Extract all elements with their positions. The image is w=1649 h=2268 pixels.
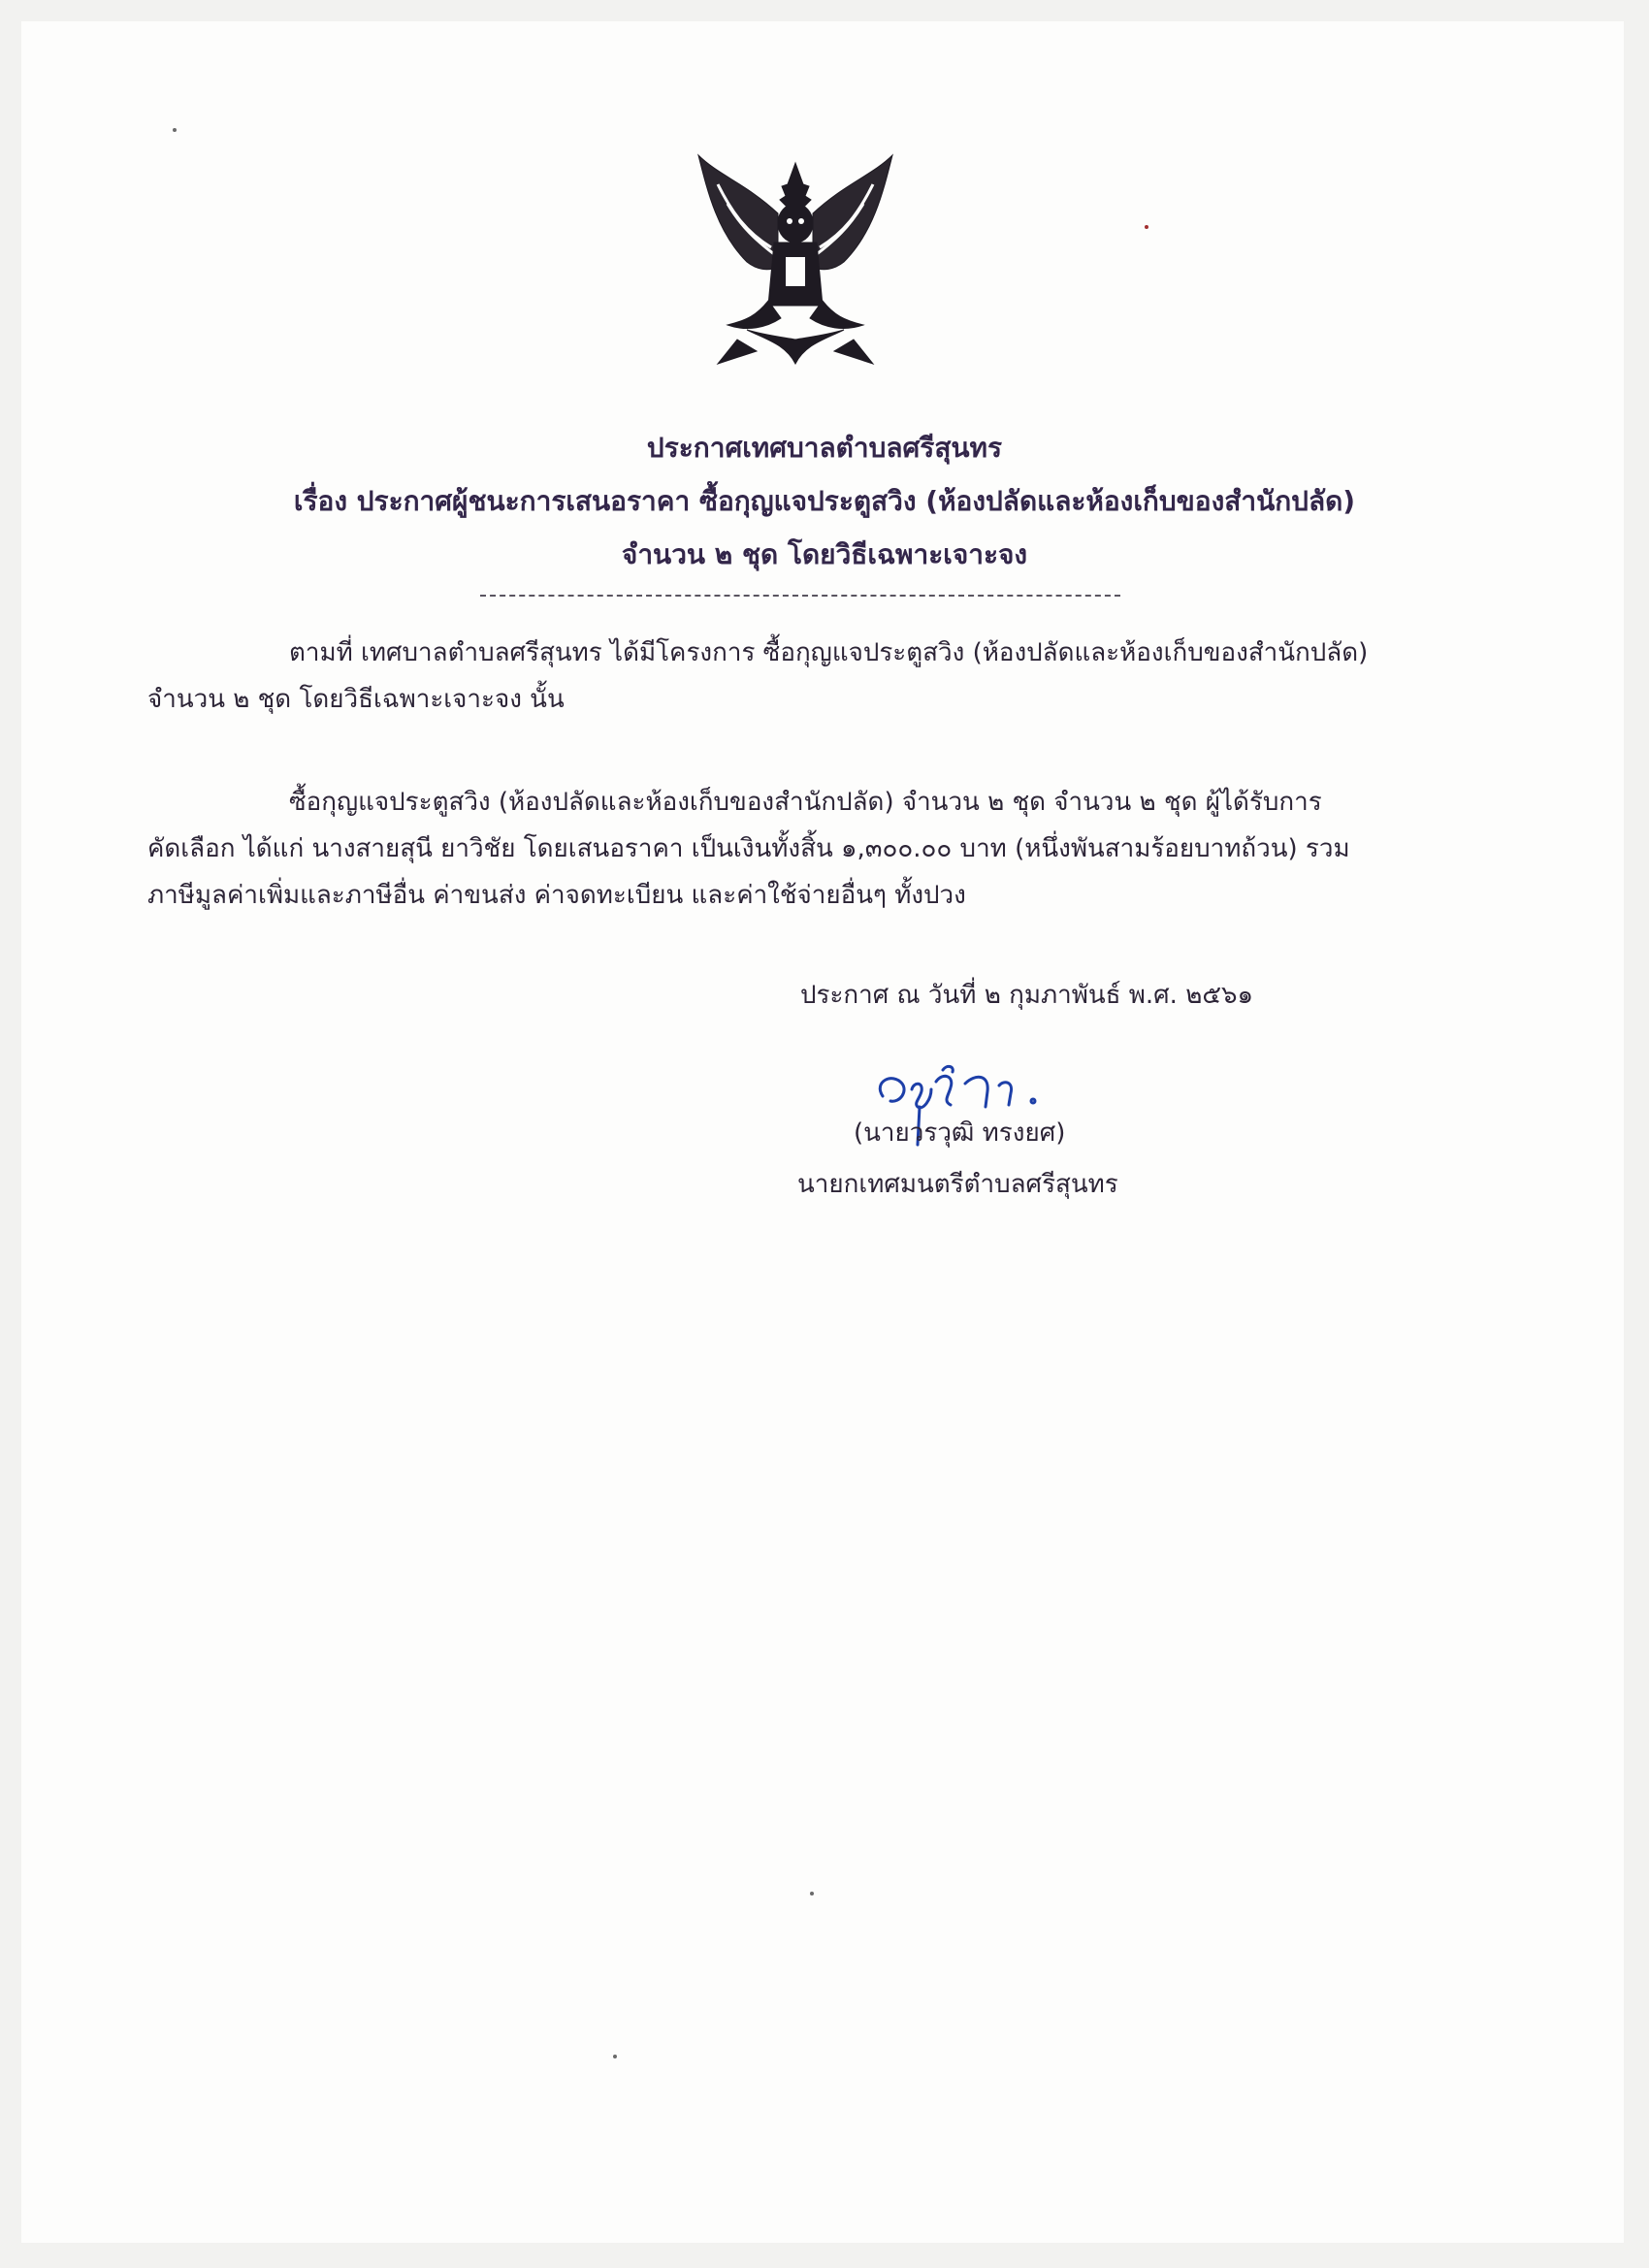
garuda-emblem-icon — [689, 146, 902, 378]
paragraph-2-line-3: ภาษีมูลค่าเพิ่มและภาษีอื่น ค่าขนส่ง ค่าจดทะเบียน และค่าใช้จ่ายอื่นๆ ทั้งปวง — [147, 881, 966, 910]
signer-position: นายกเทศมนตรีตำบลศรีสุนทร — [797, 1170, 1118, 1199]
heading-line-3: จำนวน ๒ ชุด โดยวิธีเฉพาะเจาะจง — [621, 538, 1028, 570]
paragraph-2-line-2: คัดเลือก ได้แก่ นางสายสุนี ยาวิชัย โดยเสนอราคา เป็นเงินทั้งสิ้น ๑,๓๐๐.๐๐ บาท (หนึ่งพันสามร้อยบาทถ้วน) รวม — [147, 834, 1350, 863]
paper-speck — [613, 2055, 617, 2058]
paragraph-1-line-2: จำนวน ๒ ชุด โดยวิธีเฉพาะเจาะจง นั้น — [147, 685, 565, 714]
heading-line-2: เรื่อง ประกาศผู้ชนะการเสนอราคา ซื้อกุญแจประตูสวิง (ห้องปลัดและห้องเก็บของสำนักปลัด) — [293, 485, 1356, 517]
signer-name: (นายวรวุฒิ ทรงยศ) — [854, 1118, 1066, 1148]
heading-divider — [480, 595, 1120, 597]
heading-line-1: ประกาศเทศบาลตำบลศรีสุนทร — [646, 432, 1003, 464]
paper-speck — [1145, 225, 1148, 229]
paper-speck — [810, 1892, 814, 1895]
announcement-date: ประกาศ ณ วันที่ ๒ กุมภาพันธ์ พ.ศ. ๒๕๖๑ — [800, 981, 1254, 1010]
paragraph-1-line-1: ตามที่ เทศบาลตำบลศรีสุนทร ได้มีโครงการ ซื้อกุญแจประตูสวิง (ห้องปลัดและห้องเก็บของสำนักปลัด) — [289, 638, 1369, 667]
paper-speck — [173, 128, 177, 132]
paragraph-2-line-1: ซื้อกุญแจประตูสวิง (ห้องปลัดและห้องเก็บของสำนักปลัด) จำนวน ๒ ชุด จำนวน ๒ ชุด ผู้ได้รับการ — [289, 788, 1322, 817]
